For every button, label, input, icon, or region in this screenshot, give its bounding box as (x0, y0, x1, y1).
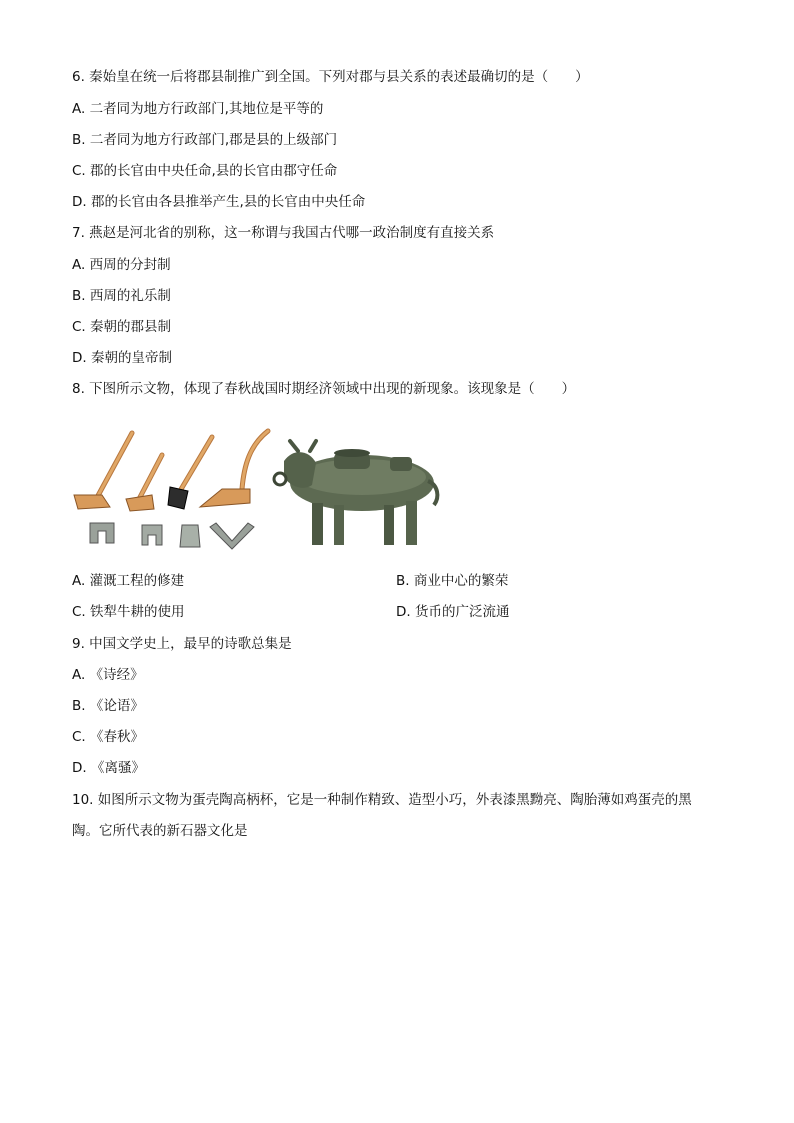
question-6-stem: 6. 秦始皇在统一后将郡县制推广到全国。下列对郡与县关系的表述最确切的是（ ） (72, 69, 589, 85)
question-8-option-a: A. 灌溉工程的修建 (72, 573, 185, 589)
question-6-option-c: C. 郡的长官由中央任命,县的长官由郡守任命 (72, 163, 338, 179)
question-8-option-d: D. 货币的广泛流通 (396, 604, 510, 620)
question-7-option-d: D. 秦朝的皇帝制 (72, 350, 172, 366)
question-7-option-b: B. 西周的礼乐制 (72, 288, 171, 304)
iron-tools-and-ox-zun-image (72, 425, 444, 555)
question-6-option-b: B. 二者同为地方行政部门,郡是县的上级部门 (72, 132, 338, 148)
iron-spade-illustration (126, 455, 162, 545)
question-9-option-c: C. 《春秋》 (72, 729, 145, 745)
iron-hoe-illustration (74, 433, 132, 543)
question-8-stem: 8. 下图所示文物，体现了春秋战国时期经济领域中出现的新现象。该现象是（ ） (72, 381, 576, 397)
question-9-stem: 9. 中国文学史上，最早的诗歌总集是 (72, 636, 292, 652)
question-7-option-c: C. 秦朝的郡县制 (72, 319, 172, 335)
iron-shovel-illustration (168, 437, 212, 547)
question-9-option-b: B. 《论语》 (72, 698, 144, 714)
question-10-stem-line2: 陶。它所代表的新石器文化是 (72, 823, 248, 839)
question-6-option-d: D. 郡的长官由各县推举产生,县的长官由中央任命 (72, 194, 366, 210)
question-7-stem: 7. 燕赵是河北省的别称，这一称谓与我国古代哪一政治制度有直接关系 (72, 225, 495, 241)
question-10-stem-line1: 10. 如图所示文物为蛋壳陶高柄杯，它是一种制作精致、造型小巧，外表漆黑黝亮、陶胎薄如鸡蛋壳的黑 (72, 792, 692, 808)
iron-plough-illustration (200, 431, 268, 549)
question-9-option-d: D. 《离骚》 (72, 760, 145, 776)
bronze-ox-vessel-illustration (274, 441, 437, 545)
question-9-option-a: A. 《诗经》 (72, 667, 144, 683)
question-6-option-a: A. 二者同为地方行政部门,其地位是平等的 (72, 101, 324, 117)
question-8-figure (72, 425, 444, 555)
question-8-option-c: C. 铁犁牛耕的使用 (72, 604, 185, 620)
question-7-option-a: A. 西周的分封制 (72, 257, 171, 273)
question-8-option-b: B. 商业中心的繁荣 (396, 573, 509, 589)
